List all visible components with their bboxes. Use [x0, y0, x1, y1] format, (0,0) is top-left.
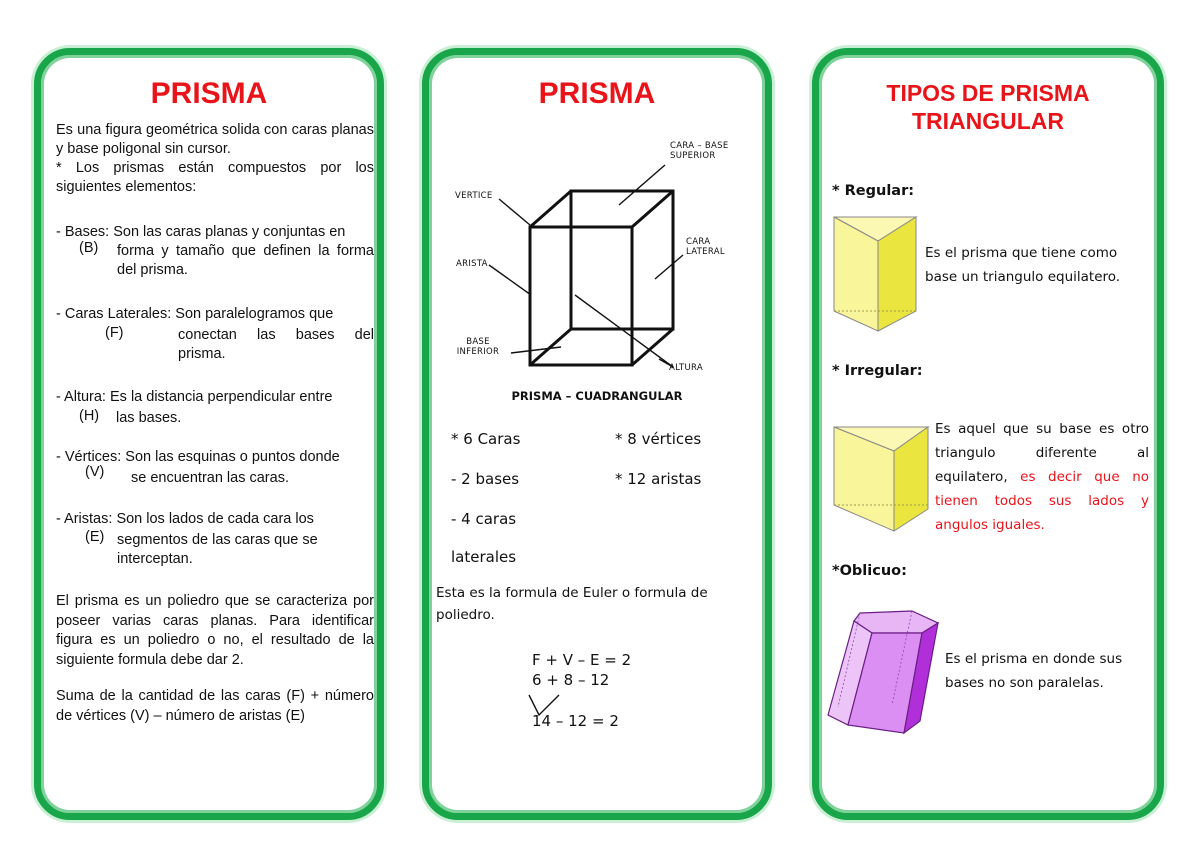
- vertices-symbol: (V): [85, 464, 105, 480]
- altura-desc2: las bases.: [116, 410, 182, 426]
- vertices-desc1: Son las esquinas o puntos donde: [125, 449, 340, 465]
- panel2-title: PRISMA: [538, 77, 656, 110]
- panel-prisma-cuadrangular: [422, 48, 772, 820]
- back-face: [571, 191, 673, 329]
- pointer-cara-lateral: [655, 255, 683, 279]
- vertices-desc2: se encuentran las caras.: [131, 470, 289, 486]
- oblicuo-heading: *Oblicuo:: [832, 563, 907, 579]
- caras-line1: [56, 305, 333, 324]
- irregular-heading: * Irregular:: [832, 363, 923, 379]
- pointer-arista: [489, 265, 531, 295]
- panel1-title: PRISMA: [150, 77, 268, 110]
- oblicuo-description: Es el prisma en donde sus bases no son paralelas.: [945, 651, 1123, 691]
- poliedro-text: El prisma es un poliedro que se caracteriza por poseer varias caras planas. Para identificar figura es un poliedro o no, el resultado de la siguiente formula debe dar 2.: [56, 593, 374, 668]
- bases-desc2: forma y tamaño que definen la forma del prisma.: [117, 243, 374, 278]
- elements-intro: * Los prismas están compuestos por los siguientes elementos:: [56, 160, 374, 195]
- aristas-desc1: Son los lados de cada cara los: [116, 511, 314, 527]
- altura-line: [575, 295, 673, 367]
- prop-laterales-1: - 4 caras: [451, 510, 517, 528]
- edge-bottom-right: [632, 329, 673, 365]
- bases-desc1: Son las caras planas y conjuntas en: [113, 224, 346, 240]
- regular-prism-image: [830, 213, 920, 333]
- suma-text: Suma de la cantidad de las caras (F) + número de vértices (V) – número de aristas (E): [56, 688, 374, 724]
- label-base-inferior: BASE INFERIOR: [456, 337, 500, 357]
- bases-term: - Bases:: [56, 224, 110, 240]
- prop-bases: - 2 bases: [451, 470, 520, 488]
- diagram-caption: PRISMA – CUADRANGULAR: [511, 389, 683, 403]
- edge-bottom-left: [530, 329, 571, 365]
- panel3-title-line1: TIPOS DE PRISMA: [886, 80, 1090, 106]
- panel3-title-line2: TRIANGULAR: [911, 108, 1065, 134]
- panel-elements: [34, 48, 384, 820]
- irregular-description: [935, 417, 1149, 537]
- caras-desc1: Son paralelogramos que: [175, 306, 334, 322]
- pointer-vertice: [499, 199, 530, 225]
- regular-description: Es el prisma que tiene como base un triangulo equilatero.: [925, 245, 1121, 285]
- oblicuo-prism-image: [826, 607, 942, 737]
- caras-symbol: (F): [105, 325, 124, 341]
- bases-line1: [56, 223, 345, 242]
- panel-tipos-prisma: [812, 48, 1164, 820]
- prop-laterales-2: laterales: [451, 548, 517, 566]
- formula-line-1: F + V – E = 2: [532, 651, 632, 669]
- altura-line1: [56, 388, 332, 407]
- label-cara-base-superior: CARA – BASE SUPERIOR: [670, 141, 729, 161]
- irregular-desc-black: Es aquel que su base es otro triangulo diferente al equilatero,: [935, 421, 1149, 485]
- euler-text: Esta es la formula de Euler o formula de poliedro.: [436, 585, 708, 623]
- irregular-desc-red: es decir que no tienen todos sus lados y angulos iguales.: [935, 469, 1150, 533]
- bases-symbol: (B): [79, 240, 99, 256]
- aristas-symbol: (E): [85, 529, 105, 545]
- altura-desc1: Es la distancia perpendicular entre: [110, 389, 333, 405]
- vertices-term: - Vértices:: [56, 449, 122, 465]
- regular-heading: * Regular:: [832, 183, 915, 199]
- label-vertice: VERTICE: [455, 191, 493, 201]
- aristas-term: - Aristas:: [56, 511, 113, 527]
- label-arista: ARISTA: [456, 259, 488, 269]
- label-cara-lateral: CARA LATERAL: [686, 237, 725, 257]
- intro-text: Es una figura geométrica solida con caras planas y base poligonal sin cursor.: [56, 122, 374, 157]
- front-face: [530, 227, 632, 365]
- aristas-desc2: segmentos de las caras que se interceptan.: [117, 532, 318, 567]
- irregular-prism-image: [830, 423, 930, 535]
- pointer-cara-superior: [619, 165, 665, 205]
- altura-symbol: (H): [79, 408, 100, 424]
- panel3-title: [819, 79, 1157, 135]
- pointer-base-inferior: [511, 347, 561, 353]
- edge-top-right: [632, 191, 673, 227]
- altura-term: - Altura:: [56, 389, 106, 405]
- prop-vertices: * 8 vértices: [615, 430, 702, 448]
- edge-top-left: [530, 191, 571, 227]
- formula-line-3: 14 – 12 = 2: [532, 712, 619, 730]
- caras-desc2: conectan las bases del prisma.: [178, 327, 374, 362]
- prop-aristas: * 12 aristas: [615, 470, 702, 488]
- aristas-line1: [56, 510, 314, 529]
- prop-caras: * 6 Caras: [451, 430, 521, 448]
- caras-term: - Caras Laterales:: [56, 306, 172, 322]
- label-altura: ALTURA: [669, 363, 703, 373]
- formula-line-2: 6 + 8 – 12: [532, 671, 610, 689]
